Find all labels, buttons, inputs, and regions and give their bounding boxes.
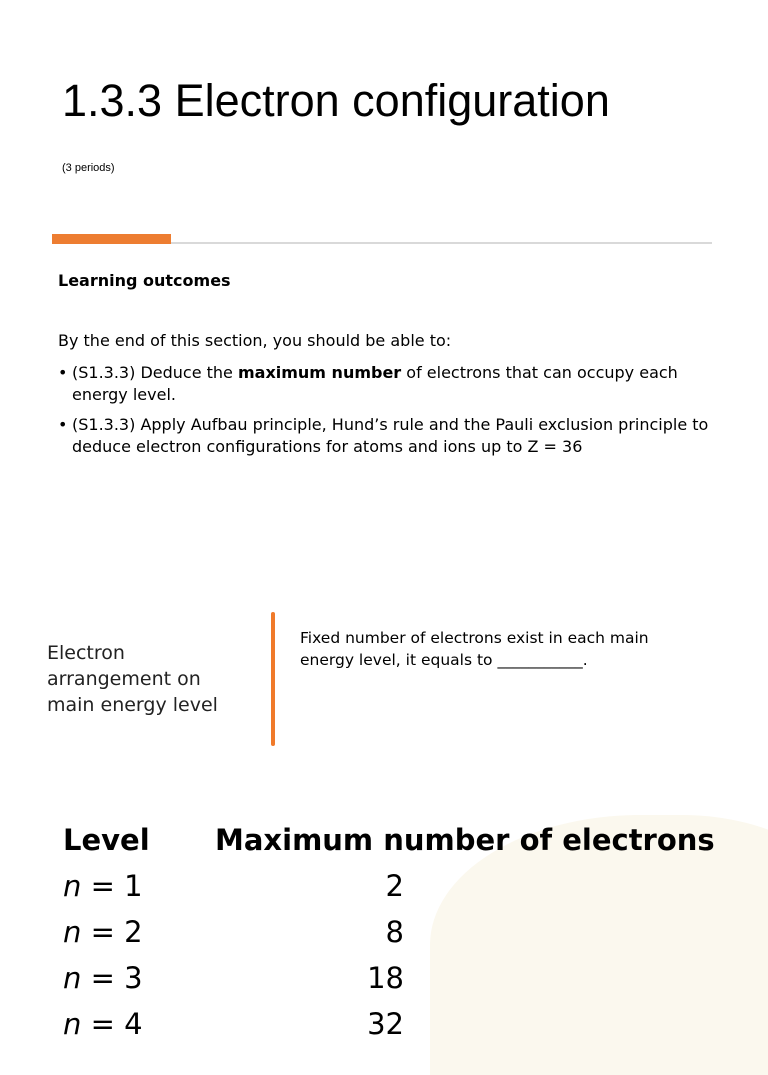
outcome-text-pre: (S1.3.3) Deduce the (72, 363, 238, 382)
table-header-level: Level (63, 823, 150, 857)
level-value: = 1 (81, 869, 143, 903)
table-row-level (63, 958, 143, 998)
level-value: = 3 (81, 961, 143, 995)
level-value: = 4 (81, 1007, 143, 1041)
level-value: = 2 (81, 915, 143, 949)
bullet: • (58, 363, 68, 382)
section-caption: Electron arrangement on main energy level (47, 642, 218, 716)
bullet: • (58, 415, 68, 434)
table-row-level (63, 912, 143, 952)
section-description: Fixed number of electrons exist in each main energy level, it equals to ___________. (300, 629, 649, 669)
outcome-text-pre: (S1.3.3) Apply Aufbau principle, Hund’s rule and the Pauli exclusion principle to deduce electron configurations for atoms and ions up to Z = 36 (72, 415, 709, 456)
outcome-text-bold: maximum number (237, 363, 402, 382)
table-row-max: 2 (385, 869, 404, 903)
level-variable: n (63, 1007, 82, 1041)
table-row-level (63, 866, 143, 906)
learning-outcomes-heading: Learning outcomes (58, 271, 231, 290)
table-header-max: Maximum number of electrons (215, 823, 715, 857)
level-variable: n (63, 961, 82, 995)
level-variable: n (63, 915, 82, 949)
learning-outcomes-intro: By the end of this section, you should be able to: (58, 331, 452, 350)
page-title: 1.3.3 Electron configuration (62, 75, 610, 126)
table-row-max: 8 (385, 915, 404, 949)
outcome-text-post: of electrons that can occupy each energy level. (72, 363, 678, 404)
table-row-max: 18 (367, 961, 404, 995)
page-subtitle: (3 periods) (62, 162, 115, 174)
level-variable: n (63, 869, 82, 903)
table-row-level (63, 1004, 143, 1044)
table-row-max: 32 (367, 1007, 404, 1041)
